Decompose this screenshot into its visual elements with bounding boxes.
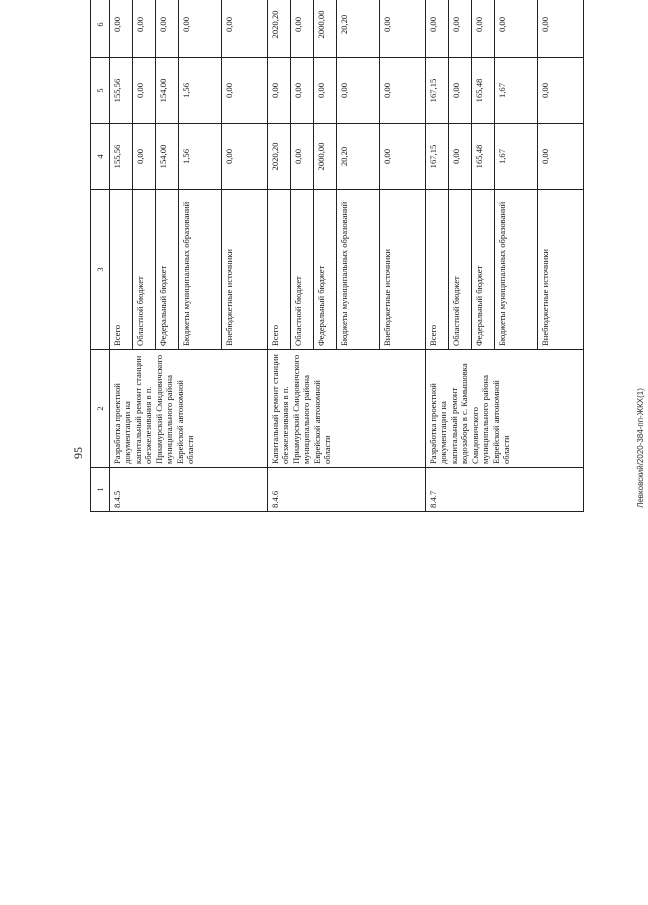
value-cell: 0,00 (222, 58, 268, 124)
value-cell: 0,00 (132, 58, 155, 124)
column-header: 6 (91, 0, 110, 58)
value-cell: 0,00 (380, 0, 426, 58)
value-cell: 0,00 (132, 0, 155, 58)
page-number: 95 (71, 447, 85, 459)
value-cell: 0,00 (471, 0, 494, 58)
funding-source: Федеральный бюджет (313, 190, 336, 350)
table-body (110, 0, 584, 512)
value-cell: 0,00 (132, 124, 155, 190)
value-cell: 0,00 (290, 58, 313, 124)
funding-source: Бюджеты муниципальных образований (494, 190, 538, 350)
item-name: Капитальный ремонт станции обезжелезивания в п. Приамурский Смидовичского муниципального района Еврейской автономной области (267, 350, 425, 468)
rotated-page-area (90, 10, 584, 868)
value-cell: 0,00 (538, 0, 584, 58)
value-cell: 0,00 (290, 124, 313, 190)
value-cell: 1,67 (494, 124, 538, 190)
value-cell: 154,00 (155, 124, 178, 190)
value-cell: 20,20 (336, 124, 380, 190)
value-cell: 2020,20 (267, 124, 290, 190)
value-cell: 0,00 (222, 124, 268, 190)
funding-source: Областной бюджет (448, 190, 471, 350)
funding-source: Бюджеты муниципальных образований (336, 190, 380, 350)
value-cell: 0,00 (313, 58, 336, 124)
funding-source: Федеральный бюджет (155, 190, 178, 350)
column-header: 1 (91, 468, 110, 512)
value-cell: 0,00 (448, 58, 471, 124)
value-cell: 1,56 (178, 58, 222, 124)
funding-source: Всего (425, 190, 448, 350)
column-number-row (91, 0, 110, 512)
funding-source: Бюджеты муниципальных образований (178, 190, 222, 350)
value-cell: 155,56 (110, 58, 133, 124)
value-cell: 0,00 (222, 0, 268, 58)
table-row (267, 0, 290, 512)
value-cell: 0,00 (178, 0, 222, 58)
column-header: 5 (91, 58, 110, 124)
value-cell: 167,15 (425, 58, 448, 124)
item-name: Разработка проектной документации на капитальный ремонт станции обезжелезивания в п. Приамурский Смидовичского муниципального района Еврейской автономной области (110, 350, 268, 468)
funding-source: Всего (110, 190, 133, 350)
funding-source: Внебюджетные источники (538, 190, 584, 350)
value-cell: 0,00 (448, 0, 471, 58)
column-header: 4 (91, 124, 110, 190)
value-cell: 0,00 (336, 58, 380, 124)
budget-table (90, 0, 584, 512)
column-header: 3 (91, 190, 110, 350)
value-cell: 20,20 (336, 0, 380, 58)
value-cell: 1,56 (178, 124, 222, 190)
value-cell: 0,00 (155, 0, 178, 58)
document-reference-code: Левковский/2020-384-пп-ЖКХ(1) (636, 388, 645, 508)
value-cell: 2000,00 (313, 0, 336, 58)
table-row (110, 0, 133, 512)
value-cell: 0,00 (538, 124, 584, 190)
value-cell: 167,15 (425, 124, 448, 190)
value-cell: 0,00 (448, 124, 471, 190)
column-header: 2 (91, 350, 110, 468)
funding-source: Областной бюджет (290, 190, 313, 350)
value-cell: 0,00 (380, 124, 426, 190)
value-cell: 1,67 (494, 58, 538, 124)
value-cell: 2020,20 (267, 0, 290, 58)
value-cell: 165,48 (471, 58, 494, 124)
value-cell: 0,00 (110, 0, 133, 58)
value-cell: 155,56 (110, 124, 133, 190)
funding-source: Областной бюджет (132, 190, 155, 350)
value-cell: 165,48 (471, 124, 494, 190)
item-code: 8.4.5 (110, 468, 268, 512)
value-cell: 2000,00 (313, 124, 336, 190)
value-cell: 0,00 (267, 58, 290, 124)
funding-source: Внебюджетные источники (380, 190, 426, 350)
value-cell: 0,00 (494, 0, 538, 58)
value-cell: 0,00 (425, 0, 448, 58)
funding-source: Всего (267, 190, 290, 350)
table-row (425, 0, 448, 512)
value-cell: 0,00 (290, 0, 313, 58)
value-cell: 154,00 (155, 58, 178, 124)
item-code: 8.4.6 (267, 468, 425, 512)
funding-source: Внебюджетные источники (222, 190, 268, 350)
item-code: 8.4.7 (425, 468, 583, 512)
value-cell: 0,00 (380, 58, 426, 124)
funding-source: Федеральный бюджет (471, 190, 494, 350)
value-cell: 0,00 (538, 58, 584, 124)
item-name: Разработка проектной документации на капитальный ремонт водозабора в с. Камышовка Смидовичского муниципального района Еврейской автономной области (425, 350, 583, 468)
